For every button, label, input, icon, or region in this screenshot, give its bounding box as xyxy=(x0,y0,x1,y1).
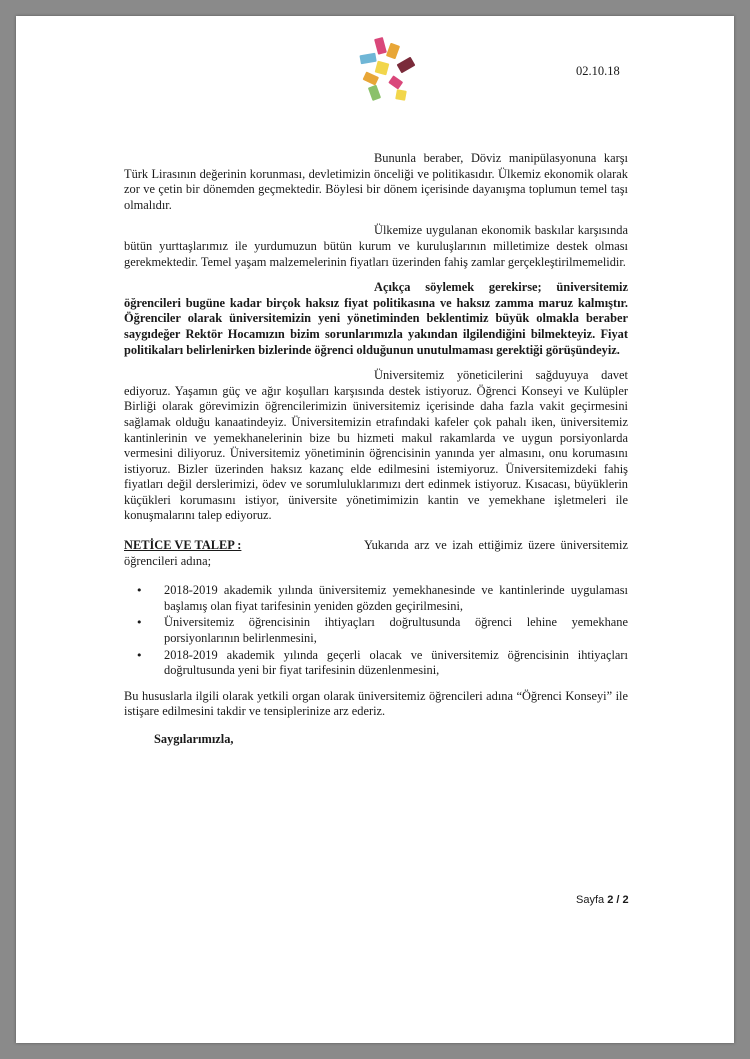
document-page xyxy=(16,16,734,1043)
logo-shape xyxy=(359,53,376,65)
logo-shape xyxy=(388,75,403,89)
signoff: Saygılarımızla, xyxy=(154,732,234,746)
paragraph-3: Açıkça söylemek gerekirse; üniversitemiz öğrencileri bugüne kadar birçok haksız fiyat politikasına ve haksız zamma maruz kalmıştır. Öğrenciler olarak üniversitemizin yeni yönetiminden beklentimiz büyük olmakla beraber saygıdeğer Rektör Hocamızın bizim sorunlarımızla yakından ilgilendiğini bilmekteyiz. Fiyat politikaları belirlenirken bizlerinde öğrenci olduğunun unutulmaması gerektiği görüşündeyiz. xyxy=(124,280,628,357)
page-label: Sayfa xyxy=(576,894,605,906)
logo-shape xyxy=(363,71,379,85)
organization-logo xyxy=(346,36,426,106)
logo-shape xyxy=(395,89,407,101)
list-item: • Üniversitemiz öğrencisinin ihtiyaçları doğrultusunda öğrenci lehine yemekhane porsiyonlarının belirlenmesini, xyxy=(164,615,628,646)
page-count: 2 / 2 xyxy=(607,894,629,906)
paragraph-1: Bununla beraber, Döviz manipülasyonuna karşı Türk Lirasının değerinin korunması, devletimizin önceliği ve politikasıdır. Ülkemiz ekonomik olarak zor ve çetin bir dönemden geçmektedir. Böylesi bir dönem içerisinde dayanışma toplumun temel taşı olmalıdır. xyxy=(124,151,628,212)
logo-shape xyxy=(375,61,390,76)
logo-shape xyxy=(368,85,381,101)
paragraph-4: Üniversitemiz yöneticilerini sağduyuya davet ediyoruz. Yaşamın güç ve ağır koşulları karşısında destek istiyoruz. Öğrenci Konseyi ve Kulüpler Birliği olarak görevimizin öğrencilerimizin üniversitemiz içerisinde daha fazla vakit geçirmesini sağlamak olduğu kanaatindeyiz. Üniversitemizin etrafındaki kafeler çok pahalı iken, üniversitemiz kantinlerinin ve yemekhanelerinin bize bu hizmeti makul rakamlarda ve uygun porsiyonlarda vermesini diliyoruz. Üniversitemiz yönetiminin öğrencisinin yanında yer almasını, onu korumasını istiyoruz. Bizler üzerinden haksız kazanç elde edilmesini istemiyoruz. Üniversitemizdeki fahiş fiyatları değil derslerimizi, ödev ve sorumluluklarımızı dert edinmek istiyoruz. Kısacası, büyüklerin küçükleri korumasını istiyor, üniversite yönetimimizin kantin ve yemekhane işletmeleri ile konuşmalarını talep ediyoruz. xyxy=(124,368,628,523)
letter-body xyxy=(124,151,628,748)
logo-shape xyxy=(397,57,416,74)
list-item: • 2018-2019 akademik yılında üniversitemiz yemekhanesinde ve kantinlerinde uygulaması başlamış olan fiyat tarifesinin yeniden gözden geçirilmesini, xyxy=(164,583,628,614)
list-item: • 2018-2019 akademik yılında geçerli olacak ve üniversitemiz öğrencisinin ihtiyaçları doğrultusunda yeni bir fiyat tarifesinin düzenlenmesini, xyxy=(164,648,628,679)
section-intro: Yukarıda arz ve izah ettiğimiz üzere üniversitemiz öğrencileri adına; xyxy=(124,538,628,568)
page-number xyxy=(576,894,629,906)
section-title: NETİCE VE TALEP : xyxy=(124,538,242,553)
logo-shape xyxy=(374,37,387,55)
conclusion-section xyxy=(124,538,628,569)
closing-paragraph: Bu hususlarla ilgili olarak yetkili organ olarak üniversitemiz öğrencileri adına “Öğrenci Konseyi” ile istişare edilmesini takdir ve tensiplerinize arz ederiz. xyxy=(124,688,628,719)
logo-shape xyxy=(386,43,400,60)
document-date: 02.10.18 xyxy=(576,64,620,78)
request-list xyxy=(124,583,628,679)
paragraph-2: Ülkemize uygulanan ekonomik baskılar karşısında bütün yurttaşlarımız ile yurdumuzun bütün kurum ve kuruluşlarının milletimize destek olması gerekmektedir. Temel yaşam malzemelerinin fiyatları üzerinden fahiş zamlar gerçekleştirilmemelidir. xyxy=(124,223,628,269)
